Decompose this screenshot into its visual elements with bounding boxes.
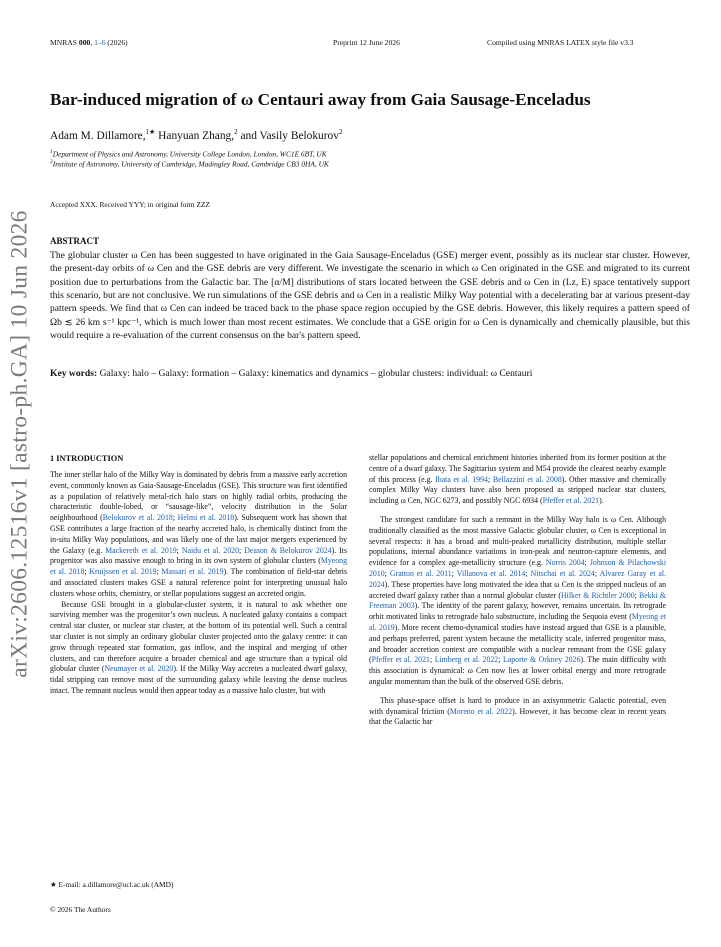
affiliation-text: Department of Physics and Astronomy, University College London, London, WC1E 6BT, UK bbox=[52, 149, 327, 159]
affiliation-number: 2 bbox=[50, 159, 53, 165]
text-run: ; bbox=[172, 513, 178, 523]
text-run: ; bbox=[84, 567, 90, 577]
citation-link[interactable]: Naidu et al. 2020 bbox=[181, 545, 239, 555]
text-run: ; bbox=[498, 655, 503, 665]
text-run: ). These properties have long motivated the idea that ω Cen is the stripped nucleus of an accreted dwarf galaxy rather than a normal globular cluster ( bbox=[369, 579, 666, 600]
citation-link[interactable]: Norris 2004 bbox=[545, 558, 585, 568]
text-run: ). If the Milky Way accretes a nucleated dwarf galaxy, tidal stripping can remove most of the surrounding galaxy while leaving the dense nucleus intact. The remnant nucleus would then appear today as a massive halo cluster, but with bbox=[50, 664, 347, 695]
author-list bbox=[50, 128, 342, 142]
text-run: ; bbox=[239, 545, 245, 555]
keywords-line bbox=[50, 367, 690, 380]
arxiv-identifier-stamp bbox=[1, 210, 39, 678]
text-run: The strongest candidate for such a remnant in the Milky Way halo is ω Cen. Although traditionally classified as the most massive Galactic globular cluster, ω Cen is exceptional in several respects: it has a broad and multi-peaked metallicity distribution, multiple stellar populations, internal abundance variations in iron-peak and neutron-capture elements, and evidence for a complex age-metallicity structure (e.g. bbox=[369, 514, 666, 568]
paper-title: Bar-induced migration of ω Centauri away from Gaia Sausage-Enceladus bbox=[50, 90, 591, 109]
author-name: and Vasily Belokurov bbox=[237, 129, 339, 142]
citation-link[interactable]: Myeong et al. 2018 bbox=[50, 556, 347, 577]
journal-volume: 000 bbox=[78, 38, 91, 47]
citation-link[interactable]: Hilker & Richtler 2000 bbox=[561, 590, 635, 600]
citation-link[interactable]: Mackereth et al. 2019 bbox=[105, 545, 177, 555]
citation-link[interactable]: Helmi et al. 2018 bbox=[177, 513, 235, 523]
paragraph bbox=[369, 515, 666, 688]
abstract-body: The globular cluster ω Cen has been suggested to have originated in the Gaia Sausage-Enceladus (GSE) merger event, possibly as its nuclear star cluster. However, the present-day orbits of ω Cen and the GSE debris are very different. We investigate the scenario in which ω Cen originated in the GSE and migrated to its current position due to perturbations from the Galactic bar. The [α/M] distributions of stars located between the GSE debris and ω Cen in (Lz, E) space tentatively support this scenario, but are not conclusive. We run simulations of the GSE debris and ω Cen in a realistic Milky Way potential with a decelerating bar at various present-day pattern speeds. We find that ω Cen can indeed be traced back to the phase space region occupied by the GSE debris. However, this likely requires a pattern speed of Ωb ≲ 26 km s⁻¹ kpc⁻¹, which is much lower than most recent estimates. We conclude that a GSE origin for ω Cen is dynamically and chemically plausible, but this would require a re-evaluation of the current consensus on the bar's pattern speed. bbox=[50, 250, 690, 342]
author-marks: 2 bbox=[338, 128, 343, 136]
citation-link[interactable]: Massari et al. 2019 bbox=[161, 567, 224, 577]
citation-link[interactable]: Gratton et al. 2011 bbox=[389, 568, 452, 578]
citation-link[interactable]: Johnson & Pilachowski 2010 bbox=[369, 558, 667, 578]
paragraph bbox=[50, 470, 347, 600]
text-run: ; bbox=[584, 558, 590, 568]
citation-link[interactable]: Ibata et al. 1994 bbox=[435, 474, 488, 484]
text-run: Because GSE brought in a globular-cluster system, it is natural to ask whether one surviving member was the progenitor’s own nucleus. A nucleated galaxy contains a compact central star cluster, or nuclear star cluster, at the bottom of its potential well. Such a central star cluster is not simply an ordinary globular cluster projected onto the galaxy centre: it can grow through repeated star formation, gas inflow, and the inspiral and merging of other clusters, and can therefore acquire a broader chemical and age structure than a typical old globular cluster ( bbox=[50, 599, 347, 674]
text-run: ; bbox=[384, 568, 390, 578]
affiliation-number: 1 bbox=[50, 149, 53, 155]
page-range-link[interactable]: 1–6 bbox=[94, 38, 106, 47]
running-header-style-file: Compiled using MNRAS LATEX style file v3.3 bbox=[487, 38, 634, 47]
paragraph bbox=[369, 453, 666, 507]
paragraph bbox=[50, 600, 347, 697]
affiliation-text: Institute of Astronomy, University of Cambridge, Madingley Road, Cambridge CB3 0HA, UK bbox=[52, 159, 329, 169]
author-name: Adam M. Dillamore, bbox=[50, 129, 146, 142]
text-run: The inner stellar halo of the Milky Way is dominated by debris from a massive early accretion event, commonly known as Gaia-Sausage-Enceladus (GSE). This structure was first identified as a population of relatively metal-rich halo stars on highly radial orbits, producing the characteristic double-lobed, or “sausage-like”, velocity distribution in the Solar neighbourhood ( bbox=[50, 470, 347, 523]
citation-link[interactable]: Kruijssen et al. 2019 bbox=[89, 567, 157, 577]
text-run: ). Subsequent work has shown that GSE contributes a large fraction of the nearby accreted halo, is chemically distinct from the in-situ Milky Way populations, and was likely one of the last major mergers experienced by the Galaxy (e.g. bbox=[50, 513, 348, 555]
citation-link[interactable]: Pfeffer et al. 2021 bbox=[371, 655, 430, 665]
text-run: This phase-space offset is hard to produce in an axisymmetric Galactic potential, even with dynamical friction ( bbox=[369, 695, 666, 716]
text-run: ). The main difficulty with this association is dynamical: ω Cen now lies at lower orbital energy and more retrograde angular momentum than the bulk of the observed GSE debris. bbox=[369, 655, 666, 686]
text-run: ). More recent chemo-dynamical studies have instead argued that GSE is a plausible, and perhaps preferred, parent system because the metallicity scale, inferred progenitor mass, and broader accretion context are compatible with a nuclear remnant from the GSE galaxy ( bbox=[369, 622, 666, 665]
citation-link[interactable]: Alvarez Garay et al. 2024 bbox=[369, 568, 667, 589]
citation-link[interactable]: Bellazzini et al. 2008 bbox=[492, 474, 562, 484]
citation-link[interactable]: Nitschai et al. 2024 bbox=[530, 568, 595, 578]
citation-link[interactable]: Bekki & Freeman 2003 bbox=[369, 590, 666, 611]
copyright-notice: © 2026 The Authors bbox=[50, 905, 111, 914]
citation-link[interactable]: Laporte & Orkney 2026 bbox=[502, 655, 581, 665]
affiliation bbox=[50, 159, 329, 168]
text-run: ). However, it has become clear in recent years that the Galactic bar bbox=[369, 706, 666, 727]
text-run: ). Its progenitor was also massive enough to bring in its own system of globular clusters ( bbox=[50, 545, 348, 566]
text-run: ; bbox=[156, 567, 162, 577]
text-run: ; bbox=[634, 590, 639, 600]
citation-link[interactable]: Deason & Belokurov 2024 bbox=[244, 545, 332, 555]
text-run: ). bbox=[599, 496, 604, 506]
left-column bbox=[50, 453, 347, 697]
arxiv-identifier-text: arXiv:2606.12516v1 [astro-ph.GA] 10 Jun 2026 bbox=[6, 210, 33, 678]
running-header-preprint-date: Preprint 12 June 2026 bbox=[333, 38, 400, 47]
keywords-label: Key words: bbox=[50, 368, 98, 379]
text-run: ). The identity of the parent galaxy, however, remains uncertain. Its retrograde orbit motivated links to retrograde halo substructure, including the Sequoia event ( bbox=[369, 601, 666, 622]
text-run: ; bbox=[594, 568, 600, 578]
author-marks: 2 bbox=[234, 128, 238, 136]
paragraph bbox=[369, 696, 666, 728]
text-run: ; bbox=[176, 545, 182, 555]
right-column bbox=[369, 453, 666, 728]
running-header-journal: MNRAS 000, 1–6 (2026) bbox=[50, 38, 128, 47]
text-run: ; bbox=[429, 655, 435, 665]
journal-name: MNRAS bbox=[50, 38, 78, 47]
author-name: Hanyuan Zhang, bbox=[155, 129, 235, 142]
corresponding-author-footnote: ★ E-mail: a.dillamore@ucl.ac.uk (AMD) bbox=[50, 880, 174, 889]
abstract-heading: ABSTRACT bbox=[50, 236, 100, 246]
text-run: ). Other massive and chemically complex Milky Way clusters have also been proposed as stripped nuclear star clusters, including ω Cen, NGC 6273, and possibly NGC 6934 ( bbox=[369, 474, 667, 506]
citation-link[interactable]: Neumayer et al. 2020 bbox=[104, 664, 174, 674]
affiliation bbox=[50, 149, 327, 158]
author-marks: 1★ bbox=[145, 128, 156, 136]
citation-link[interactable]: Villanova et al. 2014 bbox=[456, 568, 526, 578]
text-run: ). The combination of field-star debris and associated clusters makes GSE a natural reference point for interpreting unusual halo clusters whose orbits, chemistry, or stellar populations suggest an accreted origin. bbox=[50, 567, 348, 598]
citation-link[interactable]: Pfeffer et al. 2021 bbox=[542, 496, 600, 506]
text-run: ; bbox=[451, 568, 457, 578]
section-heading: 1 INTRODUCTION bbox=[50, 454, 124, 463]
citation-link[interactable]: Moreno et al. 2022 bbox=[449, 706, 513, 716]
citation-link[interactable]: Myeong et al. 2019 bbox=[369, 612, 667, 632]
received-accepted-line: Accepted XXX. Received YYY; in original form ZZZ bbox=[50, 200, 210, 209]
keywords-text: Galaxy: halo – Galaxy: formation – Galaxy: kinematics and dynamics – globular clusters: individual: ω Centauri bbox=[99, 368, 533, 379]
text-run: ; bbox=[487, 474, 493, 484]
journal-year: (2026) bbox=[107, 38, 128, 47]
citation-link[interactable]: Limberg et al. 2022 bbox=[434, 655, 499, 665]
citation-link[interactable]: Belokurov et al. 2018 bbox=[102, 513, 173, 523]
text-run: ; bbox=[525, 568, 531, 578]
text-run: stellar populations and chemical enrichment histories inherited from its former position at the centre of a dwarf galaxy. The Sagittarius system and M54 provide the clearest nearby example of this process (e.g. bbox=[369, 453, 666, 484]
